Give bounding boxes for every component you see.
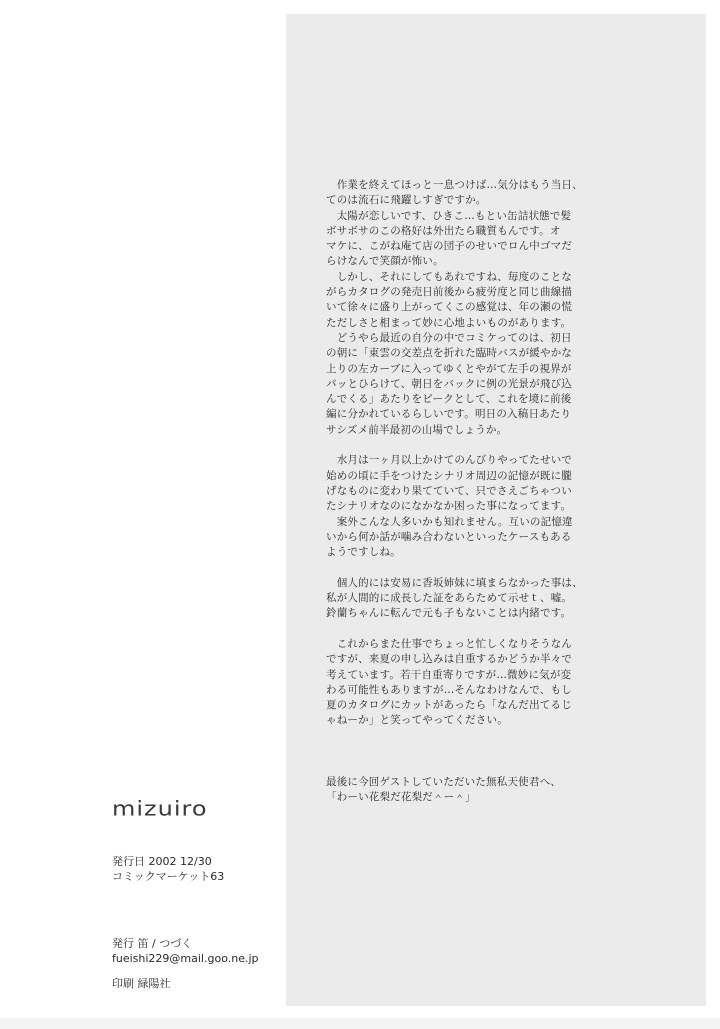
afterword-line: 私が人間的に成長した証をあらためて示せｔ、嘘。 [326,592,573,605]
afterword-line: しかし、それにしてもあれですね、毎度のことな [326,270,573,283]
afterword-line: 編に分かれているらしいです。明日の入稿日あたり [326,408,572,421]
publisher-email: fueishi229@mail.goo.ne.jp [112,952,259,965]
afterword-line: らけなんで笑顔が怖い。 [326,255,444,268]
afterword-line [326,438,696,453]
afterword-line: わる可能性もありますが…そんなわけなんで、もし [326,683,572,696]
afterword-line: 案外こんな人多いかも知れません。互いの記憶違 [326,515,573,528]
afterword-line: ですが、来夏の申し込みは自重するかどうか半々で [326,653,573,666]
page-bottom-edge [0,1018,720,1029]
afterword-line [326,729,696,744]
afterword-line: たシナリオなのになかなか困った事になってます。 [326,500,572,513]
afterword-line: 始めの頃に手をつけたシナリオ周辺の記憶が既に朧 [326,469,572,482]
afterword-line: どうやら最近の自分の中でコミケってのは、初日 [326,331,572,344]
afterword-line: ボサボサのこの格好は外出たら職質もんです。オ [326,224,561,237]
afterword-line [326,759,696,774]
afterword-line: パッとひらけて、朝日をバックに例の光景が飛び込 [326,377,572,390]
afterword-line: ただしさと相まって妙に心地よいものがあります。 [326,316,572,329]
afterword-line: 「わーい花梨だ花梨だ＾ー＾」 [326,790,476,803]
afterword-line: マケに、こがね庵て店の団子のせいでロん中ゴマだ [326,240,573,253]
afterword-line: 考えています。若干自重寄りですが…微妙に気が変 [326,668,572,681]
publisher-name: 発行 笛 / つづく [112,937,193,950]
mizuiro-logo: mizuiro [112,797,208,821]
afterword-line: てのは流石に飛躍しすぎですか。 [326,194,487,207]
afterword-line [326,622,696,637]
afterword-line: 最後に今回ゲストしていただいた無私天使君へ、 [326,775,561,788]
issue-info [112,854,224,884]
afterword-line: 水月は一ヶ月以上かけてのんびりやってたせいで [326,454,573,467]
afterword-line: がらカタログの発売日前後から疲労度と同じ曲線描 [326,286,573,299]
afterword-line: 鈴蘭ちゃんに転んで元も子もないことは内緒です。 [326,607,572,620]
afterword-line: 夏のカタログにカットがあったら「なんだ出てるじ [326,699,572,712]
printer-name: 印刷 緑陽社 [112,977,171,990]
afterword-line: ゃねーか」と笑ってやってください。 [326,714,508,727]
afterword-line: いて徐々に盛り上がってくこの感覚は、年の瀬の慌 [326,301,573,314]
afterword-text [326,178,696,805]
afterword-line: これからまた仕事でちょっと忙しくなりそうなん [326,637,573,650]
afterword-line: 個人的には安易に香坂姉妹に填まらなかった事は、 [326,576,583,589]
afterword-line: 作業を終えてほっと一息つけば…気分はもう当日、 [326,179,583,191]
afterword-line: 上りの左カーブに入ってゆくとやがて左手の視界が [326,362,572,375]
afterword-line: いから何か話が噛み合わないといったケースもある [326,530,572,543]
afterword-line: んでくる」あたりをピークとして、これを境に前後 [326,393,572,406]
publisher-info [112,936,259,966]
issue-date: 発行日 2002 12/30 [112,855,212,868]
afterword-line: の朝に「東雲の交差点を折れた臨時バスが緩やかな [326,347,573,360]
printer-info [112,976,171,991]
afterword-line: げなものに変わり果てていて、只でさえごちゃつい [326,484,572,497]
afterword-line: 太陽が恋しいです、ひきこ…もとい缶詰状態で髪 [326,209,572,222]
afterword-line [326,744,696,759]
afterword-line: サシズメ前半最初の山場でしょうか。 [326,423,508,436]
afterword-line: ようですしね。 [326,546,401,559]
event-name: コミックマーケット63 [112,870,225,883]
afterword-line [326,560,696,575]
